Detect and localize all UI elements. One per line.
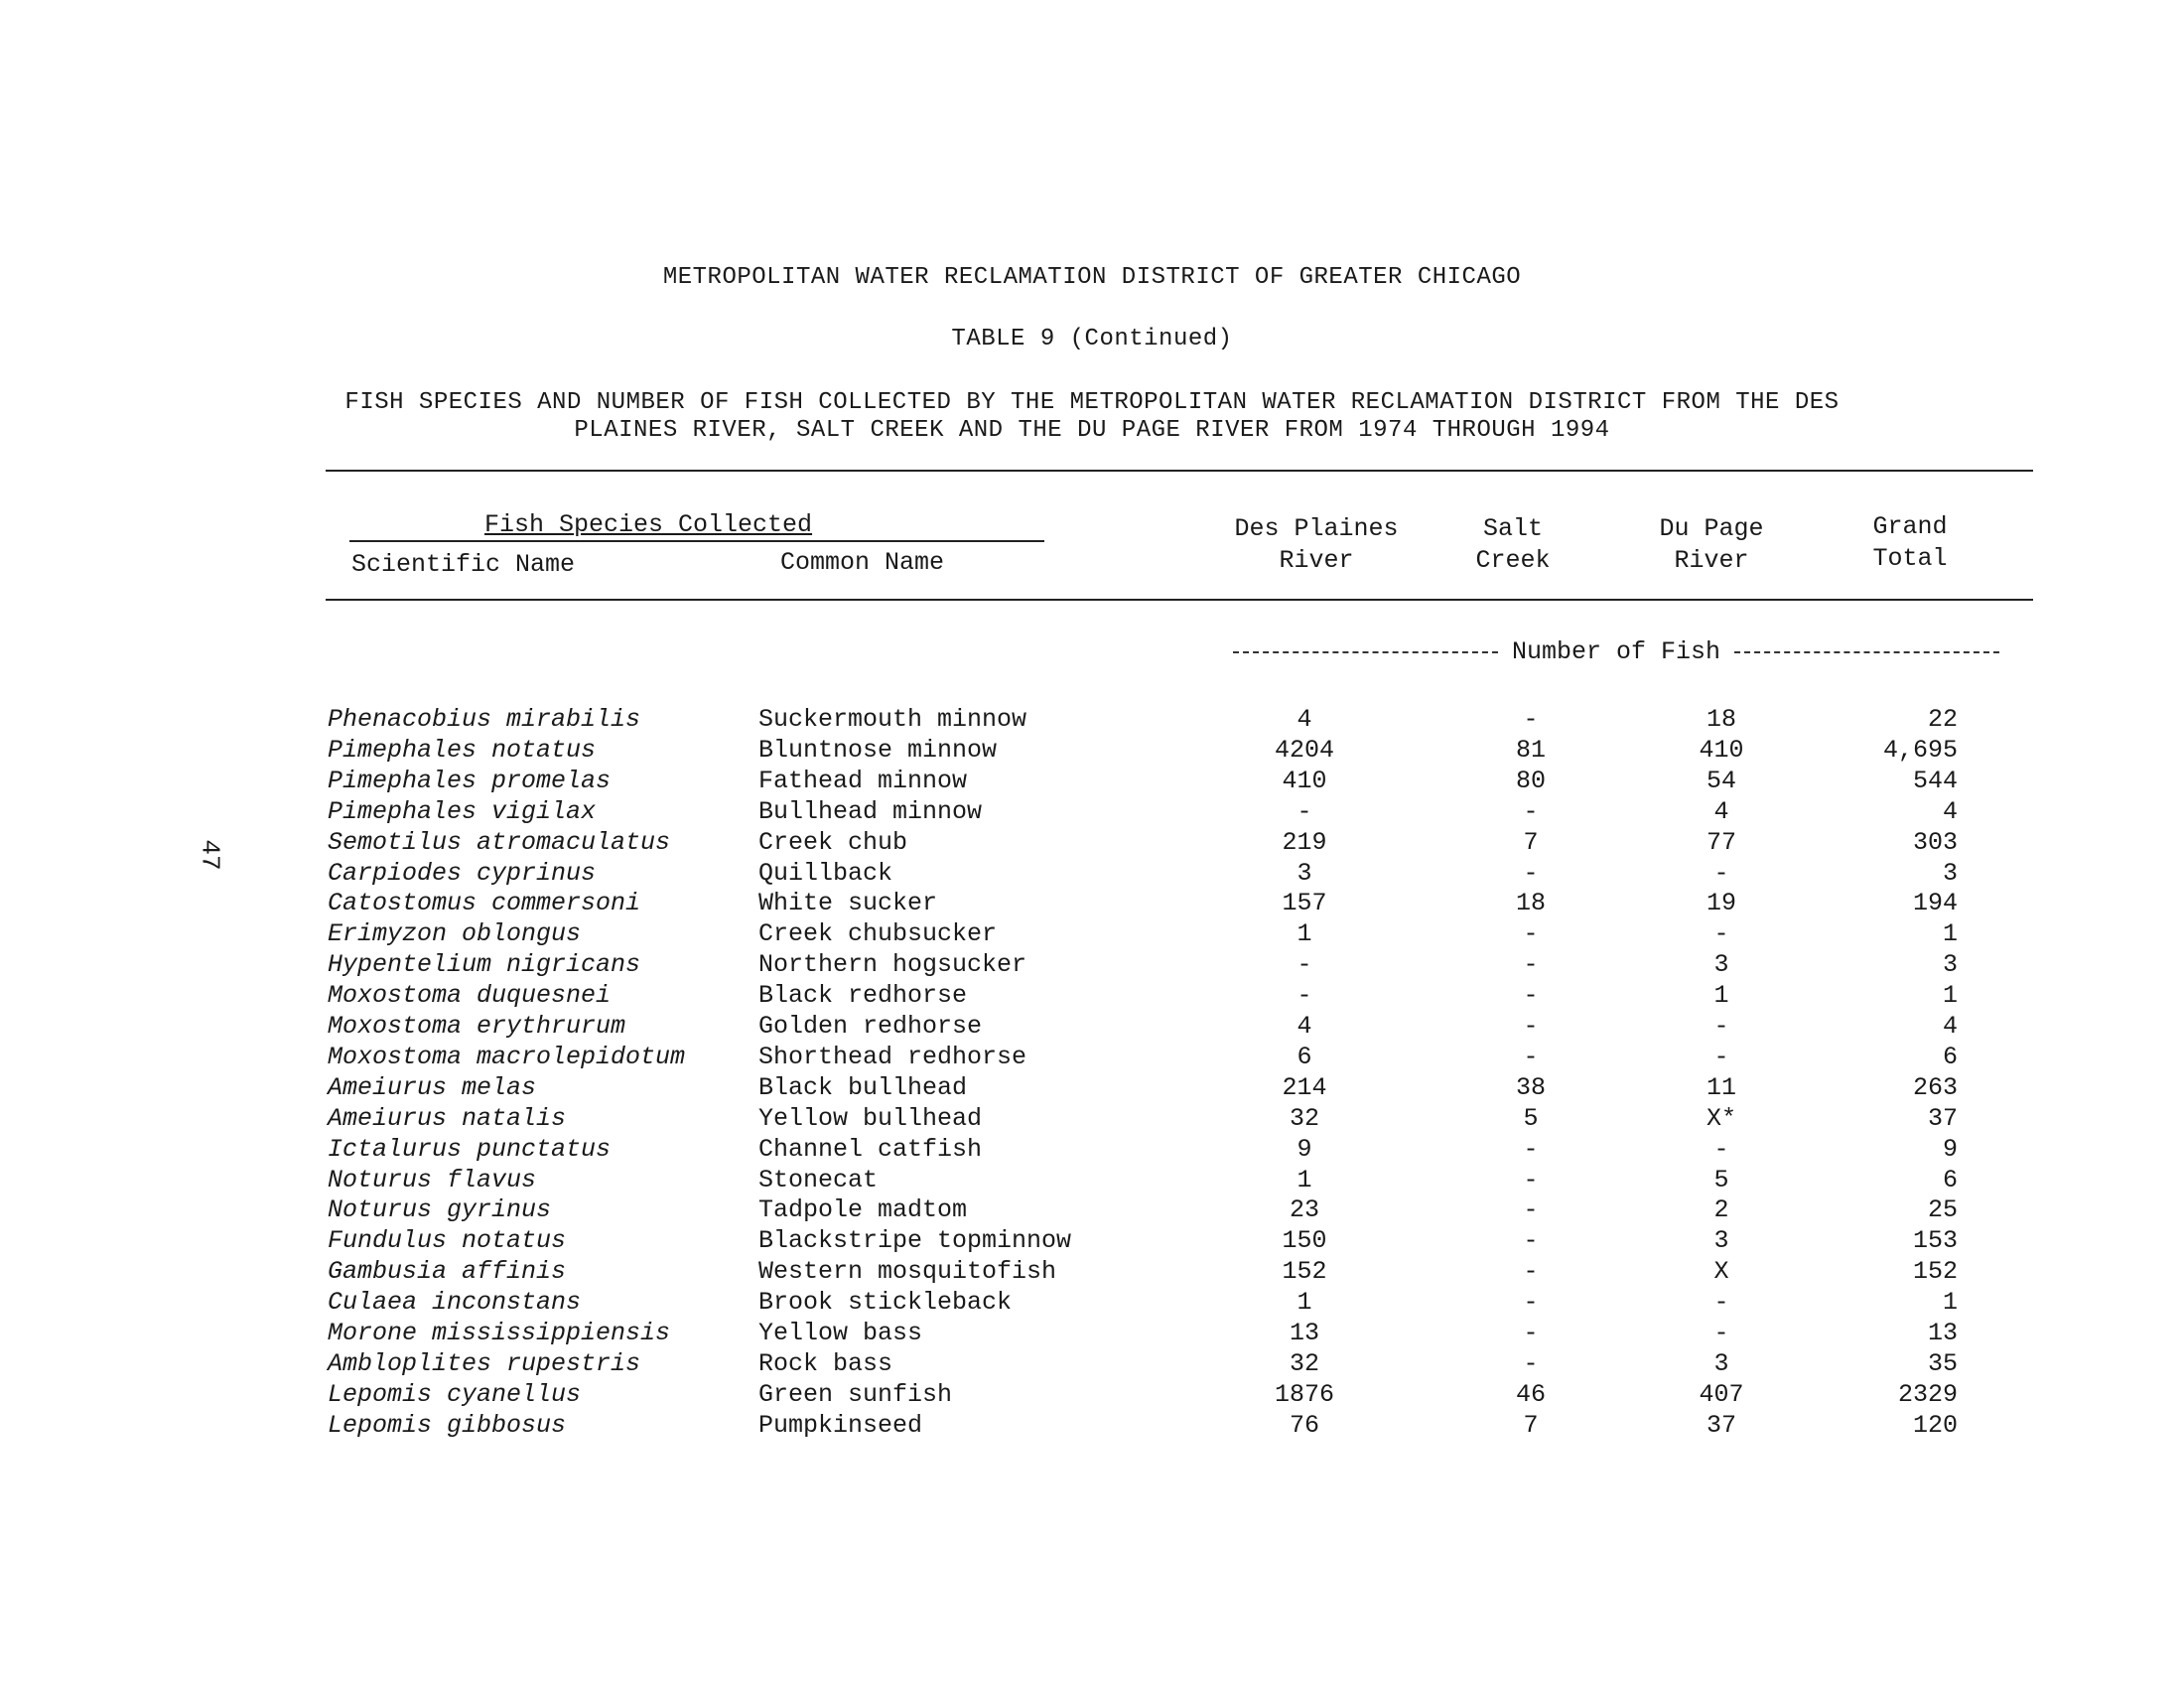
du-page-count-cell: 11 [1706,1072,1736,1102]
du-page-count-cell: - [1713,1134,1729,1164]
common-name-cell: Black bullhead [758,1072,968,1102]
grand-total-cell: 37 [1927,1103,1958,1133]
du-page-count-cell: 4 [1713,796,1729,826]
scientific-name-cell: Pimephales vigilax [328,796,597,826]
des-plaines-count-cell: 76 [1289,1410,1319,1440]
du-page-count-cell: 3 [1713,1226,1729,1256]
dash-line-right [1734,651,1999,653]
salt-creek-count-cell: - [1523,1042,1539,1071]
common-name-cell: Quillback [758,858,893,888]
du-page-count-cell: 2 [1713,1195,1729,1225]
scientific-name-cell: Ameiurus natalis [328,1103,567,1133]
grand-total-cell: 1 [1942,919,1958,949]
common-name-cell: Blackstripe topminnow [758,1226,1072,1256]
table-row [0,767,2184,797]
grand-total-cell: 3 [1942,858,1958,888]
des-plaines-count-cell: 13 [1289,1319,1319,1347]
des-plaines-count-cell: 152 [1282,1257,1327,1287]
top-rule [326,470,2033,472]
table-row [0,1257,2184,1288]
scientific-name-cell: Pimephales notatus [328,735,597,765]
du-page-count-cell: - [1713,858,1729,888]
common-name-cell: Shorthead redhorse [758,1042,1027,1071]
des-plaines-header-line1: Des Plaines [1234,514,1399,543]
common-name-cell: Northern hogsucker [758,950,1027,980]
grand-total-cell: 120 [1912,1410,1958,1440]
grand-total-cell: 194 [1912,889,1958,918]
common-name-cell: Brook stickleback [758,1288,1013,1318]
table-row [0,950,2184,981]
common-name-cell: Yellow bullhead [758,1103,983,1133]
dash-line-left [1233,651,1498,653]
common-name-cell: Yellow bass [758,1319,923,1347]
grand-total-cell: 2329 [1897,1379,1958,1409]
scientific-name-cell: Fundulus notatus [328,1226,567,1256]
grand-total-cell: 3 [1942,950,1958,980]
salt-creek-count-cell: - [1523,1288,1539,1318]
des-plaines-count-cell: 219 [1282,827,1327,857]
table-row [0,828,2184,859]
grand-total-cell: 4 [1942,1012,1958,1041]
salt-creek-count-cell: 7 [1523,1410,1539,1440]
scientific-name-header: Scientific Name [351,550,576,579]
salt-creek-header-line2: Creek [1475,546,1551,575]
des-plaines-count-cell: 4204 [1274,735,1334,765]
salt-creek-count-cell: - [1523,1257,1539,1287]
grand-total-header-line1: Grand [1872,512,1948,541]
common-name-cell: Bluntnose minnow [758,735,998,765]
grand-total-cell: 6 [1942,1042,1958,1071]
scientific-name-cell: Lepomis gibbosus [328,1410,567,1440]
scientific-name-cell: Moxostoma macrolepidotum [328,1042,686,1071]
table-row [0,1012,2184,1043]
des-plaines-count-cell: 1 [1297,919,1312,949]
salt-creek-count-cell: - [1523,1195,1539,1225]
grand-total-cell: 6 [1942,1165,1958,1194]
table-title: TABLE 9 (Continued) [951,326,1233,352]
grand-total-cell: 9 [1942,1134,1958,1164]
salt-creek-count-cell: 80 [1515,766,1546,795]
salt-creek-count-cell: - [1523,950,1539,980]
table-row [0,981,2184,1012]
salt-creek-count-cell: - [1523,858,1539,888]
table-row [0,1411,2184,1442]
salt-creek-count-cell: - [1523,1134,1539,1164]
common-name-header: Common Name [780,548,945,577]
table-row [0,736,2184,767]
scientific-name-cell: Culaea inconstans [328,1288,582,1318]
salt-creek-count-cell: 81 [1515,735,1546,765]
du-page-count-cell: - [1713,919,1729,949]
du-page-count-cell: 410 [1699,735,1744,765]
salt-creek-count-cell: - [1523,1165,1539,1194]
scientific-name-cell: Ameiurus melas [328,1072,537,1102]
table-row [0,797,2184,828]
scientific-name-cell: Semotilus atromaculatus [328,827,671,857]
salt-creek-count-cell: - [1523,705,1539,734]
number-of-fish-banner [1219,637,2013,666]
des-plaines-count-cell: 4 [1297,705,1312,734]
common-name-cell: Creek chubsucker [758,919,998,949]
grand-total-cell: 544 [1912,766,1958,795]
common-name-cell: Western mosquitofish [758,1257,1057,1287]
header-bottom-rule [326,599,2033,601]
du-page-count-cell: 3 [1713,950,1729,980]
salt-creek-count-cell: 38 [1515,1072,1546,1102]
des-plaines-count-cell: 157 [1282,889,1327,918]
table-row [0,1319,2184,1349]
page-number: 47 [195,839,225,871]
caption-line-2: PLAINES RIVER, SALT CREEK AND THE DU PAGE RIVER FROM 1974 THROUGH 1994 [574,417,1610,444]
des-plaines-count-cell: - [1297,796,1312,826]
scientific-name-cell: Moxostoma duquesnei [328,981,612,1011]
common-name-cell: Rock bass [758,1348,893,1378]
scientific-name-cell: Morone mississippiensis [328,1319,671,1347]
salt-creek-count-cell: - [1523,796,1539,826]
du-page-count-cell: 77 [1706,827,1736,857]
species-group-label: Fish Species Collected [484,510,813,539]
common-name-cell: Creek chub [758,827,908,857]
salt-creek-count-cell: - [1523,919,1539,949]
grand-total-cell: 303 [1912,827,1958,857]
grand-total-cell: 13 [1927,1319,1958,1347]
salt-creek-count-cell: - [1523,1319,1539,1347]
des-plaines-count-cell: 9 [1297,1134,1312,1164]
du-page-count-cell: - [1713,1012,1729,1041]
table-row [0,859,2184,890]
table-row [0,1288,2184,1319]
salt-creek-count-cell: 18 [1515,889,1546,918]
des-plaines-count-cell: 1 [1297,1288,1312,1318]
des-plaines-count-cell: 32 [1289,1348,1319,1378]
du-page-count-cell: 37 [1706,1410,1736,1440]
scientific-name-cell: Hypentelium nigricans [328,950,641,980]
scientific-name-cell: Ictalurus punctatus [328,1134,612,1164]
des-plaines-count-cell: - [1297,981,1312,1011]
du-page-count-cell: 1 [1713,981,1729,1011]
common-name-cell: Tadpole madtom [758,1195,968,1225]
scientific-name-cell: Catostomus commersoni [328,889,641,918]
table-row [0,1073,2184,1104]
du-page-header-line1: Du Page [1659,514,1764,543]
species-group-header [349,510,1044,542]
grand-total-cell: 25 [1927,1195,1958,1225]
common-name-cell: Pumpkinseed [758,1410,923,1440]
des-plaines-count-cell: 3 [1297,858,1312,888]
du-page-count-cell: 5 [1713,1165,1729,1194]
scientific-name-cell: Lepomis cyanellus [328,1379,582,1409]
du-page-count-cell: 3 [1713,1348,1729,1378]
caption-line-1: FISH SPECIES AND NUMBER OF FISH COLLECTED BY THE METROPOLITAN WATER RECLAMATION DISTRICT FROM THE DES [344,389,1840,416]
du-page-count-cell: 19 [1706,889,1736,918]
grand-total-header-line2: Total [1872,544,1948,573]
des-plaines-count-cell: 150 [1282,1226,1327,1256]
common-name-cell: White sucker [758,889,938,918]
des-plaines-count-cell: - [1297,950,1312,980]
table-row [0,1135,2184,1166]
salt-creek-count-cell: 7 [1523,827,1539,857]
table-row [0,1104,2184,1135]
salt-creek-count-cell: 5 [1523,1103,1539,1133]
salt-creek-count-cell: - [1523,1012,1539,1041]
du-page-count-cell: X [1713,1257,1729,1287]
table-row [0,1380,2184,1411]
salt-creek-count-cell: - [1523,981,1539,1011]
salt-creek-count-cell: - [1523,1348,1539,1378]
des-plaines-count-cell: 6 [1297,1042,1312,1071]
table-row [0,1349,2184,1380]
scientific-name-cell: Ambloplites rupestris [328,1348,641,1378]
scientific-name-cell: Phenacobius mirabilis [328,705,641,734]
scientific-name-cell: Pimephales promelas [328,766,612,795]
des-plaines-count-cell: 1876 [1274,1379,1334,1409]
salt-creek-count-cell: 46 [1515,1379,1546,1409]
common-name-cell: Fathead minnow [758,766,968,795]
grand-total-cell: 153 [1912,1226,1958,1256]
scientific-name-cell: Noturus gyrinus [328,1195,552,1225]
des-plaines-count-cell: 1 [1297,1165,1312,1194]
du-page-count-cell: - [1713,1319,1729,1347]
number-of-fish-label: Number of Fish [1511,637,1721,666]
du-page-count-cell: - [1713,1042,1729,1071]
du-page-count-cell: - [1713,1288,1729,1318]
scientific-name-cell: Gambusia affinis [328,1257,567,1287]
des-plaines-count-cell: 410 [1282,766,1327,795]
table-row [0,919,2184,950]
salt-creek-header-line1: Salt [1482,514,1543,543]
scientific-name-cell: Carpiodes cyprinus [328,858,597,888]
grand-total-cell: 263 [1912,1072,1958,1102]
scientific-name-cell: Moxostoma erythrurum [328,1012,626,1041]
des-plaines-count-cell: 23 [1289,1195,1319,1225]
grand-total-cell: 35 [1927,1348,1958,1378]
du-page-count-cell: X* [1706,1103,1736,1133]
du-page-count-cell: 407 [1699,1379,1744,1409]
common-name-cell: Golden redhorse [758,1012,983,1041]
common-name-cell: Suckermouth minnow [758,705,1027,734]
du-page-header-line2: River [1674,546,1749,575]
table-row [0,1043,2184,1073]
grand-total-cell: 22 [1927,705,1958,734]
des-plaines-count-cell: 4 [1297,1012,1312,1041]
du-page-count-cell: 18 [1706,705,1736,734]
common-name-cell: Black redhorse [758,981,968,1011]
des-plaines-count-cell: 214 [1282,1072,1327,1102]
scientific-name-cell: Noturus flavus [328,1165,537,1194]
common-name-cell: Bullhead minnow [758,796,983,826]
table-row [0,889,2184,919]
common-name-cell: Stonecat [758,1165,879,1194]
grand-total-cell: 152 [1912,1257,1958,1287]
des-plaines-header-line2: River [1279,546,1354,575]
organization-title: METROPOLITAN WATER RECLAMATION DISTRICT OF GREATER CHICAGO [662,264,1522,291]
grand-total-cell: 1 [1942,1288,1958,1318]
common-name-cell: Channel catfish [758,1134,983,1164]
grand-total-cell: 4 [1942,796,1958,826]
grand-total-cell: 1 [1942,981,1958,1011]
common-name-cell: Green sunfish [758,1379,953,1409]
grand-total-cell: 4,695 [1882,735,1958,765]
des-plaines-count-cell: 32 [1289,1103,1319,1133]
scientific-name-cell: Erimyzon oblongus [328,919,582,949]
table-row [0,705,2184,736]
table-row [0,1226,2184,1257]
table-row [0,1166,2184,1196]
table-row [0,1195,2184,1226]
salt-creek-count-cell: - [1523,1226,1539,1256]
du-page-count-cell: 54 [1706,766,1736,795]
